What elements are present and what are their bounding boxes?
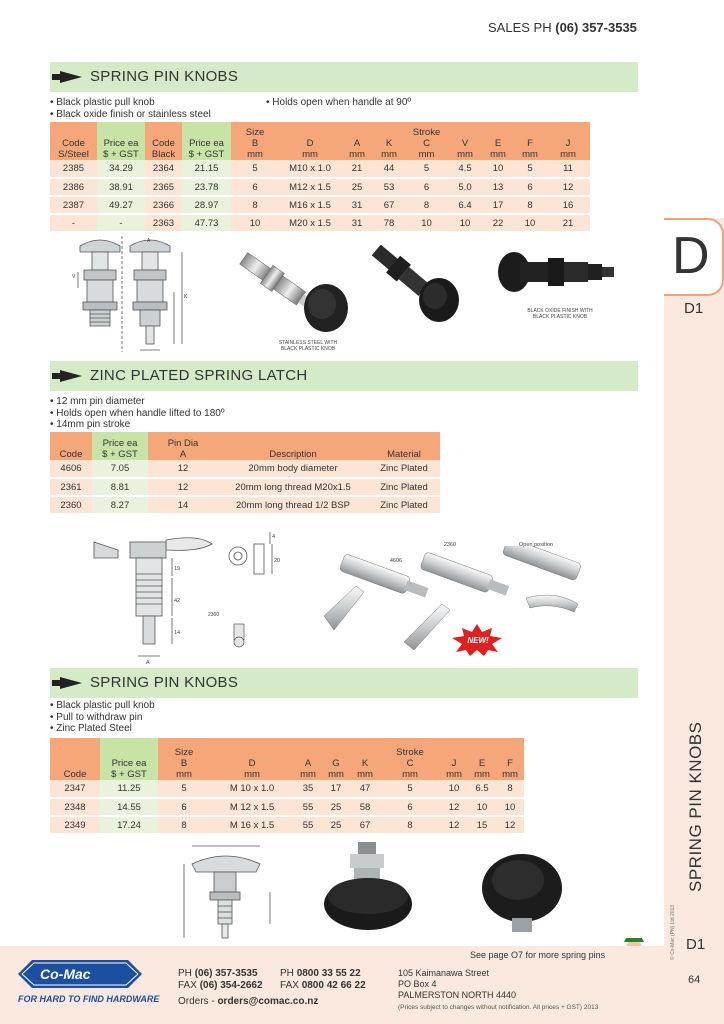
header-line: F [507,758,513,769]
column-header [50,122,97,160]
column-header [514,122,546,160]
header-line: Price ea [102,438,138,449]
caption-line: BLACK PLASTIC KNOB [532,314,588,320]
table-cell: 8 [405,196,448,214]
table-cell: 78 [373,214,405,232]
header-line: Size [174,747,194,758]
fax: (06) 354-2662 [199,980,263,991]
table-row [50,496,440,514]
section-code: D1 [684,300,704,317]
table-cell: 15 [468,816,496,834]
bullet: • Black plastic pull knob [50,700,155,711]
phone: 0800 33 55 22 [296,968,361,979]
table-cell: 12 [440,816,468,834]
table-cell: 23.78 [182,178,231,196]
table-cell: 20mm long thread 1/2 BSP [218,496,368,514]
table-cell: 35 [294,780,322,798]
header-line: mm [522,149,538,160]
address-line: PO Box 4 [398,979,437,989]
photo-label-2360: 2360 [443,542,457,548]
table-cell: 2387 [50,196,97,214]
table-cell: 10 [231,214,279,232]
stainless-knob-photo [218,246,350,336]
table-row [50,478,440,496]
section1-header [50,62,638,92]
knob-photo-zinc [318,838,428,934]
table-cell: M 16 x 1.5 [210,816,294,834]
column-header [350,738,380,780]
column-header [440,738,468,780]
table-cell: 38.91 [97,178,145,196]
table-cell: 44 [373,160,405,178]
table-cell: 58 [350,798,380,816]
table-cell: 6.5 [468,780,496,798]
section1-table [50,122,590,233]
fax: 0800 42 66 22 [301,980,366,991]
sales-label: SALES [488,20,530,35]
header-line: mm [176,769,192,780]
bullet: • Black oxide finish or stainless steel [50,108,211,120]
header-line: Size [245,127,265,138]
label: PH [178,968,192,979]
bullet: • 14mm pin stroke [50,419,131,430]
table-cell: 5 [380,780,440,798]
header-line: Code [59,449,83,460]
table-cell: 12 [148,478,218,496]
caption-line: BLACK PLASTIC KNOB [280,346,336,352]
header-line: mm [418,149,435,160]
table-cell: 21 [341,160,373,178]
table-cell: 10 [514,214,546,232]
table-cell: 10 [468,798,496,816]
header-line: $ + GST [103,149,139,160]
table-cell: 6 [231,178,279,196]
table-cell: 13 [482,178,514,196]
dim-a: A [146,660,150,666]
header-line: C [423,138,430,149]
table-cell: 5.0 [448,178,482,196]
table-cell: M20 x 1.5 [279,214,341,232]
svg-text:A: A [147,238,151,244]
header-line: mm [349,149,365,160]
header-line: A [304,758,312,769]
header-line: Stroke [412,127,441,138]
bullet: • Black plastic pull knob [50,97,155,108]
table-cell: 2360 [50,496,92,514]
table-cell: 4606 [50,460,92,478]
footer-phone-1 [178,968,263,992]
ph-number: (06) 357-3535 [555,20,637,35]
table-cell: 17 [482,196,514,214]
ph-label: PH [533,20,552,35]
column-header [218,432,368,460]
column-header [373,122,405,160]
header-line: mm [474,769,490,780]
table-cell: 49.27 [97,196,145,214]
caption-line: BLACK OXIDE FINISH WITH [527,308,593,314]
column-header [380,738,440,780]
header-line: A [353,138,361,149]
bullet: • 12 mm pin diameter [50,396,145,407]
table-cell: 25 [322,816,350,834]
header-line: J [451,758,457,769]
header-line: Code [152,138,175,149]
table-cell: 2386 [50,178,97,196]
section2-header [50,361,638,391]
footer-note: (Prices subject to changes without notification. All prices + GST) 2013 [398,1004,599,1011]
latch-end-view [222,524,282,584]
new-badge-text: NEW! [467,636,489,645]
table-row [50,160,590,178]
black-knob-photo-1 [355,238,465,328]
table-cell: 5 [405,160,448,178]
label: FAX [178,980,197,991]
header-line: F [527,138,533,149]
table-cell: 22 [482,214,514,232]
table-cell: 67 [350,816,380,834]
header-line: Code [62,138,85,149]
column-header [496,738,524,780]
table-cell: M 10 x 1.0 [210,780,294,798]
header-line: mm [244,769,260,780]
header-line: E [494,138,502,149]
table-cell: 6 [405,178,448,196]
table-cell: 6 [380,798,440,816]
photo-label-open: Open position [519,542,553,548]
column-header [468,738,496,780]
table-cell: 11 [546,160,590,178]
column-header [92,432,148,460]
column-header [210,738,294,780]
table-cell: 10 [482,160,514,178]
section3-header [50,668,638,698]
knob-dimension-drawing [170,838,290,948]
orders-label: Orders - [178,996,215,1007]
header-line: A [179,449,187,460]
column-header [279,122,341,160]
header-line: Stroke [396,747,424,758]
section1-bullets-left [50,97,211,120]
header-line: mm [560,149,576,160]
dim-4: 4 [272,534,276,540]
table-cell: 17.24 [100,816,158,834]
bottom-section-code: D1 [686,936,706,953]
bullet: • Holds open when handle at 90º [266,97,412,108]
header-line: $ + GST [188,149,225,160]
table-cell: 16 [546,196,590,214]
dim-19: 19 [174,566,181,572]
table-cell: 11.25 [100,780,158,798]
column-header [294,738,322,780]
drawing-label-2360: 2360 [208,612,220,618]
dim-20: 20 [274,558,281,564]
photo-label-4606: 4606 [389,558,403,564]
table-cell: Zinc Plated [368,478,440,496]
caption-line: STAINLESS STEEL WITH [278,340,338,346]
header-line: mm [502,769,518,780]
column-header [341,122,373,160]
column-header [322,738,350,780]
header-line: mm [402,769,418,780]
table-cell: 8.81 [92,478,148,496]
orders-email[interactable]: orders@comac.co.nz [217,996,319,1007]
table-cell: 12 [496,816,524,834]
section1-bullets-right [266,97,411,109]
header-line: G [332,758,340,769]
table-cell: 2363 [145,214,182,232]
table-cell: 34.29 [97,160,145,178]
table-cell: 67 [373,196,405,214]
header-line: mm [247,149,263,160]
table-cell: 25 [322,798,350,816]
header-line: Price ea [189,138,224,149]
column-header [100,738,158,780]
header-line: S/Steel [58,149,89,160]
section3-table [50,738,524,835]
table-cell: 6 [514,178,546,196]
table-row [50,214,590,232]
header-line: C [406,758,414,769]
table-cell: 8.27 [92,496,148,514]
svg-text:K: K [184,294,188,300]
table-cell: 55 [294,798,322,816]
column-header [97,122,145,160]
header-line: B [180,758,188,769]
table-cell: 2361 [50,478,92,496]
table-cell: M 12 x 1.5 [210,798,294,816]
table-cell: 8 [231,196,279,214]
header-line: $ + GST [102,449,138,460]
header-line: Description [269,449,317,460]
table-cell: 47.73 [182,214,231,232]
table-cell: 12 [440,798,468,816]
table-cell: 8 [496,780,524,798]
header-line: K [385,138,393,149]
label: FAX [280,980,299,991]
table-cell: 25 [341,178,373,196]
table-cell: - [97,214,145,232]
column-header [448,122,482,160]
table-cell: 31 [341,214,373,232]
arrow-icon [60,71,82,83]
arrow-icon [60,370,82,382]
table-cell: 20mm body diameter [218,460,368,478]
section-letter: D [672,227,710,285]
dim-42: 42 [174,598,181,604]
footer-address [398,968,516,1001]
section2-bullets [50,396,225,431]
table-cell: 10 [448,214,482,232]
knob-photo-black [472,850,572,936]
table-cell: 14 [148,496,218,514]
table-cell: 2365 [145,178,182,196]
table-cell: Zinc Plated [368,460,440,478]
label: PH [280,968,294,979]
header-line: E [478,758,486,769]
table-row [50,178,590,196]
table-cell: 21 [546,214,590,232]
section3-title: SPRING PIN KNOBS [90,674,239,691]
column-header [368,432,440,460]
table-row [50,816,524,834]
header-line: mm [446,769,462,780]
section3-bullets [50,700,155,735]
table-cell: M16 x 1.5 [279,196,341,214]
logo-tagline: FOR HARD TO FIND HARDWARE [18,994,160,1004]
black-knob-photo-2 [490,246,630,306]
sales-phone [488,20,637,35]
page-number: 64 [688,974,701,986]
address-line: PALMERSTON NORTH 4440 [398,990,517,1000]
header-line: B [251,138,259,149]
table-row [50,196,590,214]
spring-pin-knob-drawing [62,232,202,362]
table-cell: 4.5 [448,160,482,178]
table-cell: 2364 [145,160,182,178]
header-line: Black [151,149,176,160]
table-cell: 14.55 [100,798,158,816]
table-cell: 17 [322,780,350,798]
column-header [482,122,514,160]
section1-title: SPRING PIN KNOBS [90,68,239,85]
table-cell: 20mm long thread M20x1.5 [218,478,368,496]
table-cell: - [50,214,97,232]
table-cell: 2385 [50,160,97,178]
table-cell: 2347 [50,780,100,798]
section2-table [50,432,440,515]
see-page-note: See page O7 for more spring pins [470,950,606,960]
column-header [158,738,210,780]
table-cell: 5 [231,160,279,178]
table-cell: 2366 [145,196,182,214]
table-row [50,798,524,816]
table-cell: M10 x 1.0 [279,160,341,178]
table-cell: 8 [380,816,440,834]
header-line: mm [300,769,316,780]
header-line: mm [328,769,344,780]
table-cell: 55 [294,816,322,834]
table-cell: 6.4 [448,196,482,214]
header-line: D [248,758,256,769]
header-line: Price ea [111,758,147,769]
footer-orders [178,996,318,1008]
header-line: mm [490,149,506,160]
bullet: • Pull to withdraw pin [50,711,143,723]
table-row [50,460,440,478]
table-cell: 10 [496,798,524,816]
header-line: Code [63,769,87,780]
header-line: K [361,758,369,769]
table-cell: 5 [514,160,546,178]
header-line: Price ea [103,138,139,149]
table-cell: 6 [158,798,210,816]
logo-text: Co-Mac [40,966,91,982]
caption-stainless [268,340,348,352]
table-cell: M12 x 1.5 [279,178,341,196]
column-header [182,122,231,160]
header-line: mm [457,149,473,160]
table-cell: 12 [148,460,218,478]
header-line: $ + GST [111,769,147,780]
arrow-icon [60,677,82,689]
address-line: 105 Kaimanawa Street [398,968,490,978]
copyright: © Co-Mac (PN) Ltd 2013 [670,904,676,960]
header-line: Pin Dia [167,438,199,449]
table-cell: 8 [514,196,546,214]
header-line: Material [387,449,421,460]
table-cell: 2349 [50,816,100,834]
table-cell: 10 [405,214,448,232]
table-cell: 12 [546,178,590,196]
header-line: V [461,138,469,149]
sidebar-top [664,0,724,218]
column-header [546,122,590,160]
header-line: mm [357,769,373,780]
table-cell: 21.15 [182,160,231,178]
table-cell: 5 [158,780,210,798]
header-line: D [306,138,314,149]
table-cell: 7.05 [92,460,148,478]
phone: (06) 357-3535 [194,968,258,979]
dim-14: 14 [174,630,181,636]
header-line: mm [302,149,318,160]
column-header [405,122,448,160]
section2-title: ZINC PLATED SPRING LATCH [90,367,308,384]
latch-small-drawing [224,620,254,648]
svg-text:V: V [72,274,76,280]
bullet: • Holds open when handle lifted to 180º [50,407,225,419]
table-cell: 8 [158,816,210,834]
column-header [50,432,92,460]
column-header [148,432,218,460]
table-cell: 10 [440,780,468,798]
header-line: J [565,138,571,149]
caption-black [510,308,610,320]
column-header [50,738,100,780]
table-cell: Zinc Plated [368,496,440,514]
table-cell: 31 [341,196,373,214]
column-header [145,122,182,160]
table-cell: 28.97 [182,196,231,214]
header-line: mm [381,149,397,160]
table-cell: 47 [350,780,380,798]
column-header [231,122,279,160]
vertical-title: SPRING PIN KNOBS [686,721,705,892]
table-cell: 2348 [50,798,100,816]
footer-phone-2 [280,968,366,992]
table-cell: 53 [373,178,405,196]
table-row [50,780,524,798]
bullet: • Zinc Plated Steel [50,723,132,734]
